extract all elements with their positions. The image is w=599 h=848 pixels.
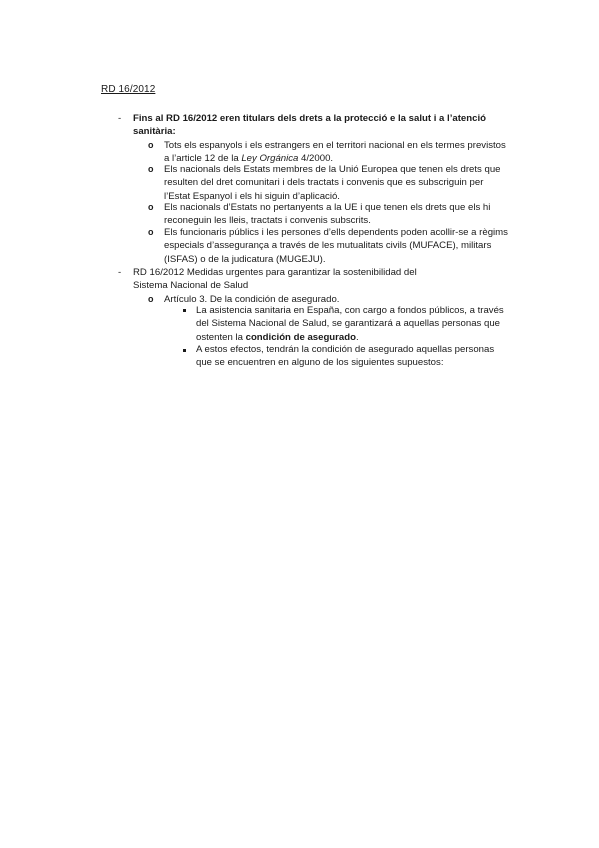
sublist-item-funcionaris: Els funcionaris públics i les persones d’ells dependents poden acollir-se a règims especials d’assegurança a través de les mutualitats civils (MUFACE), militars (ISFAS) o de la judicatura (MUGEJU). — [164, 227, 508, 265]
bullet-item-text: La asistencia sanitaria en España, con cargo a fondos públicos, a través del Sistema Nacional de Salud, se garantizará a aquellas personas que ostenten la — [196, 305, 504, 343]
list-item-rd-medidas: RD 16/2012 Medidas urgentes para garantizar la sostenibilidad del Sistema Nacional de Salud — [133, 267, 417, 292]
square-bullet-marker — [183, 349, 186, 352]
sublist-item-text: 4/2000. — [298, 153, 334, 165]
sublist-circle-marker: o — [148, 227, 154, 237]
document-heading: RD 16/2012 — [101, 84, 156, 95]
square-bullet-marker — [183, 309, 186, 312]
sublist-item-emphasis: Ley Orgánica — [241, 153, 299, 165]
bullet-item-bold-text: condición de asegurado — [245, 331, 356, 343]
list-dash-marker: - — [118, 113, 122, 124]
sublist-circle-marker: o — [148, 202, 154, 212]
bullet-item-efectos: A estos efectos, tendrán la condición de asegurado aquellas personas que se encuentren en alguno de los siguientes supuestos: — [196, 344, 495, 369]
bullet-item-asistencia — [196, 304, 509, 344]
sublist-circle-marker: o — [148, 164, 154, 174]
sublist-item-espanyols — [164, 139, 509, 166]
bullet-item-text: . — [355, 331, 359, 343]
sublist-item-no-ue: Els nacionals d’Estats no pertanyents a la UE i que tenen els drets que els hi reconeguin les lleis, tractats i convenis subscrits. — [164, 202, 491, 227]
sublist-item-nacionals-ue: Els nacionals dels Estats membres de la Unió Europea que tenen els drets que resulten del dret comunitari i dels tractats i convenis que es subscriguin per l’Estat Espanyol i els hi siguin d’aplicació. — [164, 164, 501, 202]
sublist-item-text: Tots els espanyols i els estrangers en el territori nacional en els termes previstos a l’article 12 de la — [164, 140, 506, 165]
sublist-circle-marker: o — [148, 140, 154, 150]
sublist-item-articulo-3: Artículo 3. De la condición de asegurado. — [164, 294, 340, 305]
list-item-titulars: Fins al RD 16/2012 eren titulars dels drets a la protecció e la salut i a l’atenció sanitària: — [133, 113, 486, 138]
sublist-circle-marker: o — [148, 294, 154, 304]
list-dash-marker: - — [118, 267, 122, 278]
